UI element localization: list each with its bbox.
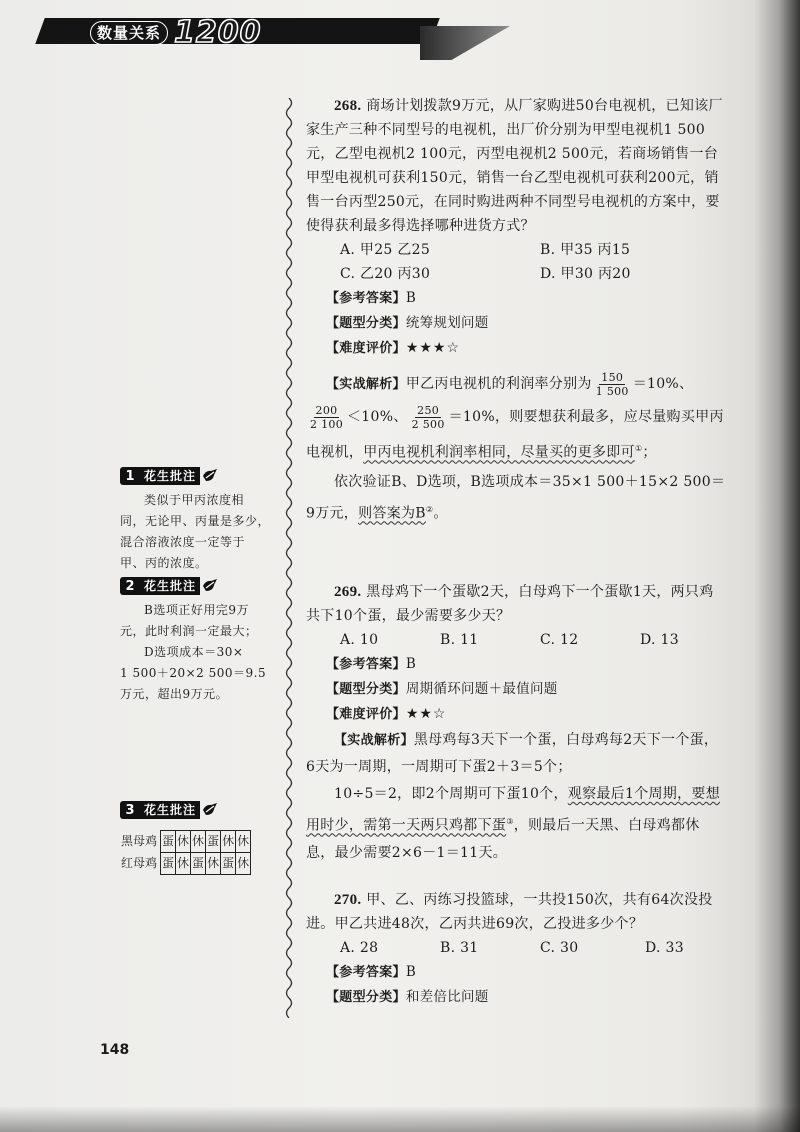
analysis-text: ，则最后一天黑、白母鸡都休息，最少需要2×6－1＝11天。 [306, 817, 700, 861]
wavy-underline-text: 甲丙电视机利润率相同，尽量买的更多即可 [363, 444, 635, 461]
fraction-numerator: 250 [417, 403, 440, 417]
analysis-tag: 【实战解析】 [326, 377, 406, 392]
analysis-tag: 【实战解析】 [334, 733, 414, 748]
note-header [120, 800, 290, 820]
analysis-text: ＝10%、 [632, 376, 694, 392]
sidebar-note-2 [120, 576, 290, 705]
analysis-line [306, 434, 726, 468]
options [306, 628, 726, 652]
table-cell: 休 [236, 831, 251, 853]
fraction-numerator: 200 [315, 403, 338, 417]
note-line: 类似于甲丙浓度相 [144, 493, 245, 507]
note-line: 同，无论甲、丙量是多少， [120, 514, 271, 528]
option-d: D. 33 [645, 940, 684, 956]
table-cell: 休 [236, 853, 251, 875]
option-c: C. 乙20 丙30 [340, 266, 431, 282]
question-number: 269. [334, 584, 362, 600]
type-line [306, 311, 726, 336]
options [306, 936, 726, 960]
table-cell: 休 [176, 853, 191, 875]
question-body: 甲、乙、丙练习投篮球，一共投150次，共有64次没投进。甲乙共进48次，乙丙共进69次，乙投进多少个？ [306, 892, 713, 932]
fraction-denominator: 2 500 [411, 417, 445, 431]
analysis-line [306, 727, 726, 781]
header-title-number: 1200 [174, 14, 262, 50]
table-cell: 蛋 [191, 853, 206, 875]
analysis-text: ＜10%、 [347, 409, 408, 425]
answer-value: B [405, 290, 417, 306]
sidebar-note-1 [120, 466, 290, 574]
fraction [410, 404, 447, 431]
difficulty-tag: 【难度评价】 [326, 341, 406, 356]
type-tag: 【题型分类】 [326, 682, 406, 697]
header-title [90, 16, 262, 48]
note-line: 元，此时利润一定最大； [120, 624, 258, 638]
question-number: 268. [334, 98, 362, 114]
type-tag: 【题型分类】 [326, 316, 406, 331]
question-number: 270. [334, 892, 362, 908]
analysis-text: 10÷5＝2，即2个周期可下蛋10个， [334, 786, 568, 802]
difficulty-tag: 【难度评价】 [326, 707, 406, 722]
analysis-text: ＝10%，则要想获利最多，应尽量购买甲丙 [448, 409, 724, 425]
analysis-text: 9万元， [306, 505, 359, 522]
pen-icon [200, 577, 220, 595]
question-body: 黑母鸡下一个蛋歇2天，白母鸡下一个蛋歇1天，两只鸡共下10个蛋，最少需要多少天？ [306, 584, 714, 624]
fraction [594, 371, 631, 398]
table-cell: 休 [206, 853, 221, 875]
question-270 [306, 888, 726, 1010]
table-cell: 蛋 [161, 853, 176, 875]
table-cell: 蛋 [161, 831, 176, 853]
egg-schedule-table [120, 830, 251, 875]
answer-line [306, 286, 726, 311]
fraction-denominator: 2 100 [310, 417, 343, 431]
row-label: 黑母鸡 [121, 834, 158, 848]
analysis-text: 。 [433, 505, 448, 522]
note-header [120, 466, 290, 486]
question-text [306, 580, 726, 628]
answer-tag: 【参考答案】 [326, 657, 406, 672]
row-label: 红母鸡 [121, 856, 158, 870]
question-268 [306, 94, 726, 527]
header-title-cn: 数量关系 [90, 21, 168, 45]
analysis-line [306, 369, 726, 400]
answer-line [306, 652, 726, 677]
note-title: 花生批注 [140, 467, 200, 485]
type-value: 统筹规划问题 [405, 315, 489, 331]
type-line [306, 677, 726, 702]
analysis-text: ； [642, 444, 657, 461]
note-line: 混合溶液浓度一定等于 [120, 535, 246, 549]
pen-icon [200, 801, 220, 819]
difficulty-line [306, 702, 726, 727]
difficulty-stars: ★★☆ [405, 706, 447, 722]
footnote-mark: ③ [506, 817, 514, 826]
table-cell: 蛋 [206, 831, 221, 853]
type-value: 和差倍比问题 [405, 989, 489, 1005]
footnote-mark: ① [634, 444, 643, 453]
fraction [308, 404, 345, 431]
analysis-line [306, 400, 726, 434]
difficulty-stars: ★★★☆ [405, 340, 461, 356]
type-line [306, 985, 726, 1010]
note-number: 1 [120, 467, 140, 485]
question-body: 商场计划拨款9万元，从厂家购进50台电视机，已知该厂家生产三种不同型号的电视机，出厂价分别为甲型电视机1 500元，乙型电视机2 100元，丙型电视机2 500元，若商场销售一台甲型电视机可获利150元，销售一台乙型电视机可获利200元，销售一台丙型250元，在同时购进两种不同型号电视机的方案中，要使得获利最多得选择哪种进货方式？ [306, 98, 723, 234]
option-c: C. 12 [540, 632, 579, 648]
answer-line [306, 960, 726, 985]
option-a: A. 28 [340, 940, 379, 956]
table-cell: 休 [221, 831, 236, 853]
option-b: B. 甲35 丙15 [540, 242, 631, 258]
page-edge-shadow [754, 0, 800, 1132]
type-tag: 【题型分类】 [326, 990, 406, 1005]
analysis-line [306, 496, 726, 528]
answer-value: B [405, 656, 417, 672]
note-title: 花生批注 [140, 577, 200, 595]
option-b: B. 11 [440, 632, 479, 648]
note-number: 3 [120, 801, 140, 819]
note-text [120, 600, 290, 705]
note-line: B选项正好用完9万 [144, 603, 249, 617]
table-cell: 休 [176, 831, 191, 853]
table-row [120, 853, 251, 875]
sidebar-note-3 [120, 800, 290, 875]
option-a: A. 10 [340, 632, 379, 648]
question-text [306, 94, 726, 238]
fraction-numerator: 150 [601, 370, 624, 384]
table-cell: 休 [191, 831, 206, 853]
question-text [306, 888, 726, 936]
analysis-line [306, 468, 726, 496]
option-d: D. 13 [640, 632, 679, 648]
note-line: D选项成本＝30× [144, 645, 244, 659]
note-line: 1 500＋20×2 500＝9.5 [120, 666, 267, 680]
option-d: D. 甲30 丙20 [540, 266, 631, 282]
page-number: 148 [100, 1042, 130, 1058]
page-header [40, 12, 450, 56]
option-c: C. 30 [540, 940, 579, 956]
wavy-underline-text: 观察最后1个周期，要想用时少，需第一天两只鸡都下蛋 [306, 786, 720, 834]
table-row [120, 831, 251, 853]
header-banner-tail [420, 26, 510, 60]
note-number: 2 [120, 577, 140, 595]
wavy-underline-text: 则答案为B [358, 505, 426, 522]
option-b: B. 31 [440, 940, 479, 956]
table-cell: 蛋 [221, 853, 236, 875]
analysis-line [306, 781, 726, 867]
note-line: 甲、丙的浓度。 [120, 556, 208, 570]
analysis-text: 甲乙丙电视机的利润率分别为 [405, 376, 592, 392]
option-a: A. 甲25 乙25 [340, 242, 431, 258]
question-269 [306, 580, 726, 867]
type-value: 周期循环问题＋最值问题 [405, 681, 558, 697]
answer-value: B [405, 964, 417, 980]
answer-tag: 【参考答案】 [326, 291, 406, 306]
difficulty-line [306, 336, 726, 361]
analysis-text: 依次验证B、D选项，B选项成本＝35×1 500＋15×2 500＝ [334, 473, 726, 490]
analysis-text: 黑母鸡每3天下一个蛋，白母鸡每2天下一个蛋，6天为一周期，一周期可下蛋2＋3＝5个； [306, 732, 719, 775]
fraction-denominator: 1 500 [595, 384, 629, 398]
pen-icon [200, 467, 220, 485]
note-header [120, 576, 290, 596]
page-bottom-shadow [0, 1106, 800, 1132]
footnote-mark: ② [425, 504, 434, 514]
note-line: 万元，超出9万元。 [120, 687, 229, 701]
analysis-text: 电视机， [306, 444, 364, 461]
note-title: 花生批注 [140, 801, 200, 819]
options [306, 238, 726, 286]
answer-tag: 【参考答案】 [326, 965, 406, 980]
note-text [120, 490, 290, 574]
